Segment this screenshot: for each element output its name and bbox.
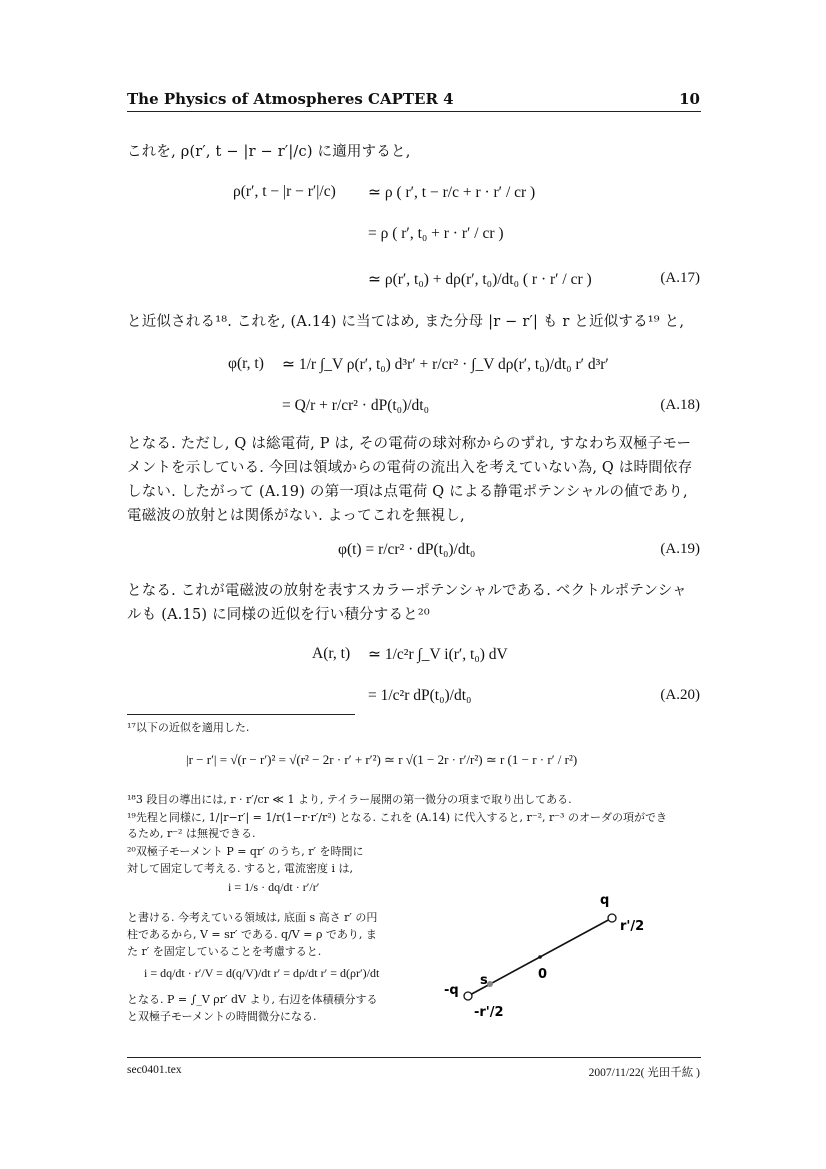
footnote-20-line4: 柱であるから, V = sr′ である. q/V = ρ であり, ま <box>127 928 377 941</box>
negative-charge-marker <box>464 992 472 1000</box>
footnote-17-equation: |r − r′| = √(r − r′)² = √(r² − 2r · r′ + r′²) ≃ r √(1 − 2r · r′/r²) ≃ r (1 − r · r′ / r²) <box>186 752 578 767</box>
paragraph-1: これを, ρ(r′, t − |r − r′|/c) に適用すると, <box>127 144 411 160</box>
label-negative-r-half: -r'/2 <box>474 1005 504 1020</box>
footnote-18: ¹⁸3 段目の導出には, r · r′/cr ≪ 1 より, テイラー展開の第一微分の項まで取り出してある. <box>127 793 572 806</box>
eq20-number: (A.20) <box>660 687 700 703</box>
paragraph-4: となる. これが電磁波の放射を表すスカラーポテンシャルである. ベクトルポテンシャルも (A.15) に同様の近似を行い積分すると²⁰ <box>127 583 687 623</box>
footnote-rule <box>127 714 355 715</box>
eq18-number: (A.18) <box>660 397 700 413</box>
eq17-line1: ≃ ρ ( r′, t − r/c + r · r′ / cr ) <box>368 184 536 201</box>
footnote-20-line1: ²⁰双極子モーメント P = qr′ のうち, r′ を時間に <box>127 845 364 858</box>
footnote-20-line2: 対して固定して考える. すると, 電流密度 i は, <box>127 862 353 875</box>
dipole-diagram <box>430 880 670 1030</box>
footnote-19-line1: ¹⁹先程と同様に, 1/|r−r′| = 1/r(1−r·r′/r²) となる. これを (A.14) に代入すると, r⁻², r⁻³ のオーダの項ができ <box>127 811 667 824</box>
eq17-line2: = ρ ( r′, t₀ + r · r′ / cr ) <box>368 225 504 242</box>
origin-point <box>538 955 542 959</box>
eq20-line2: = 1/c²r dP(t₀)/dt₀ <box>368 687 472 704</box>
label-origin: 0 <box>538 967 548 982</box>
label-r-half: r'/2 <box>620 919 645 934</box>
footnote-20-line5: た r′ を固定していることを考慮すると. <box>127 945 322 958</box>
positive-charge-marker <box>608 914 616 922</box>
label-s: s <box>480 973 488 988</box>
label-negative-q: -q <box>444 983 459 998</box>
eq17-lhs: ρ(r′, t − |r − r′|/c) <box>233 183 336 200</box>
eq17-line3: ≃ ρ(r′, t₀) + dρ(r′, t₀)/dt₀ ( r · r′ / cr ) <box>368 271 592 288</box>
eq18-line1: ≃ 1/r ∫_V ρ(r′, t₀) d³r′ + r/cr² · ∫_V dρ(r′, t₀)/dt₀ r′ d³r′ <box>282 356 609 373</box>
footnote-19-line2: るため, r⁻² は無視できる. <box>127 827 256 840</box>
eq17-number: (A.17) <box>660 270 700 286</box>
eq20-line1: ≃ 1/c²r ∫_V i(r′, t₀) dV <box>368 646 508 663</box>
footnote-20-line7: と双極子モーメントの時間微分になる. <box>127 1010 317 1023</box>
eq20-lhs: A(r, t) <box>312 645 351 662</box>
paragraph-3: となる. ただし, Q は総電荷, P は, その電荷の球対称からのずれ, すなわち双極子モーメントを示している. 今回は領域からの電荷の流出入を考えていない為, Q は時間依存しない. したがって (A.19) の第一項は点電荷 Q による静電ポテンシャルの値であり, 電磁波の放射とは関係がない. よってこれを無視し, <box>127 436 693 524</box>
footer-date-author: 2007/11/22( 光田千紘 ) <box>588 1067 700 1079</box>
footnote-17: ¹⁷以下の近似を適用した. <box>127 721 250 734</box>
label-q: q <box>600 893 610 908</box>
paragraph-2: と近似される¹⁸. これを, (A.14) に当てはめ, また分母 |r − r′| も r と近似する¹⁹ と, <box>127 314 685 330</box>
footer-filename: sec0401.tex <box>127 1064 182 1076</box>
footnote-20-eq1: i = 1/s · dq/dt · r′/r′ <box>228 880 320 894</box>
header-rule <box>127 111 701 112</box>
eq18-line2: = Q/r + r/cr² · dP(t₀)/dt₀ <box>282 397 430 414</box>
page-number: 10 <box>679 90 700 108</box>
running-header-title: The Physics of Atmospheres CAPTER 4 <box>127 90 454 108</box>
area-s-marker <box>487 981 493 987</box>
footnote-20-line3: と書ける. 今考えている領域は, 底面 s 高さ r′ の円 <box>127 911 378 924</box>
footnote-20-line6: となる. P = ∫_V ρr′ dV より, 右辺を体積積分する <box>127 993 378 1006</box>
eq19-number: (A.19) <box>660 541 700 557</box>
footer-rule <box>127 1057 701 1058</box>
eq18-lhs: φ(r, t) <box>228 355 264 372</box>
footnote-20-eq2: i = dq/dt · r′/V = d(q/V)/dt r′ = dρ/dt r′ = d(ρr′)/dt <box>144 966 380 980</box>
eq19: φ(t) = r/cr² · dP(t₀)/dt₀ <box>338 541 476 558</box>
